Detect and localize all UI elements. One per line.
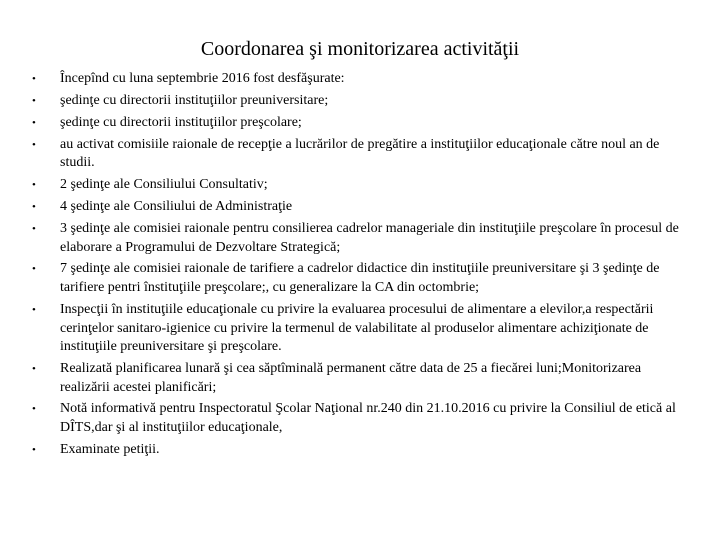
list-item-text: 2 şedinţe ale Consiliului Consultativ;: [60, 177, 268, 193]
bullet-icon: •: [32, 443, 36, 456]
bullet-icon: •: [32, 94, 36, 107]
list-item: [30, 70, 690, 89]
list-item: [30, 114, 690, 133]
list-item-text: Notă informativă pentru Inspectoratul Şcolar Naţional nr.240 din 21.10.2016 cu privire la Consiliul de etică al DÎTS,dar şi al instituţiilor educaţionale,: [60, 401, 676, 436]
list-item: [30, 92, 690, 111]
list-item-text: 7 şedinţe ale comisiei raionale de tarifiere a cadrelor didactice din instituţiile preuniversitare şi 3 şedinţe de tarifiere pentri înstituţiile preşcolare;, cu generalizare la CA din octombrie;: [60, 261, 660, 296]
list-item: [30, 198, 690, 217]
list-item-text: şedinţe cu directorii instituţiilor preuniversitare;: [60, 92, 329, 108]
bullet-icon: •: [32, 73, 36, 85]
bullet-icon: •: [32, 116, 36, 129]
bullet-list: [30, 70, 690, 463]
bullet-icon: •: [32, 362, 36, 375]
bullet-icon: •: [32, 403, 36, 416]
list-item: [30, 301, 690, 357]
list-item: [30, 220, 690, 257]
list-item: [30, 260, 690, 297]
bullet-icon: •: [32, 263, 36, 276]
list-item-text: 3 şedinţe ale comisiei raionale pentru consilierea cadrelor manageriale din instituţiile preşcolare în procesul de elaborare a Programului de Dezvoltare Strategică;: [60, 220, 679, 255]
list-item-text: 4 şedinţe ale Consiliului de Administraţie: [60, 199, 293, 215]
list-item: [30, 176, 690, 195]
bullet-icon: •: [32, 179, 36, 192]
list-item: [30, 441, 690, 460]
bullet-icon: •: [32, 201, 36, 214]
bullet-icon: •: [32, 303, 36, 316]
slide-title: Coordonarea şi monitorizarea activităţii: [200, 38, 520, 60]
list-item-text: Examinate petiţii.: [60, 441, 160, 457]
bullet-icon: •: [32, 222, 36, 235]
list-item-text: Începînd cu luna septembrie 2016 fost desfăşurate:: [60, 71, 345, 86]
list-item-text: Inspecţii în instituţiile educaţionale cu privire la evaluarea procesului de alimentare a elevilor,a respectării cerinţelor sanitaro-igienice cu privire la termenul de valabilitate al produselor alimentare achiziţionate de instituţiile preuniversitare şi preşcolare.: [60, 301, 654, 355]
list-item: [30, 400, 690, 437]
list-item-text: şedinţe cu directorii instituţiilor preşcolare;: [60, 114, 302, 130]
list-item: [30, 360, 690, 397]
list-item: [30, 136, 690, 173]
bullet-icon: •: [32, 138, 36, 151]
list-item-text: Realizată planificarea lunară şi cea săptîminală permanent către data de 25 a fiecărei luni;Monitorizarea realizării acestei planificări;: [60, 360, 642, 395]
list-item-text: au activat comisiile raionale de recepţie a lucrărilor de pregătire a instituţiilor educaţionale către noul an de studii.: [60, 136, 660, 171]
